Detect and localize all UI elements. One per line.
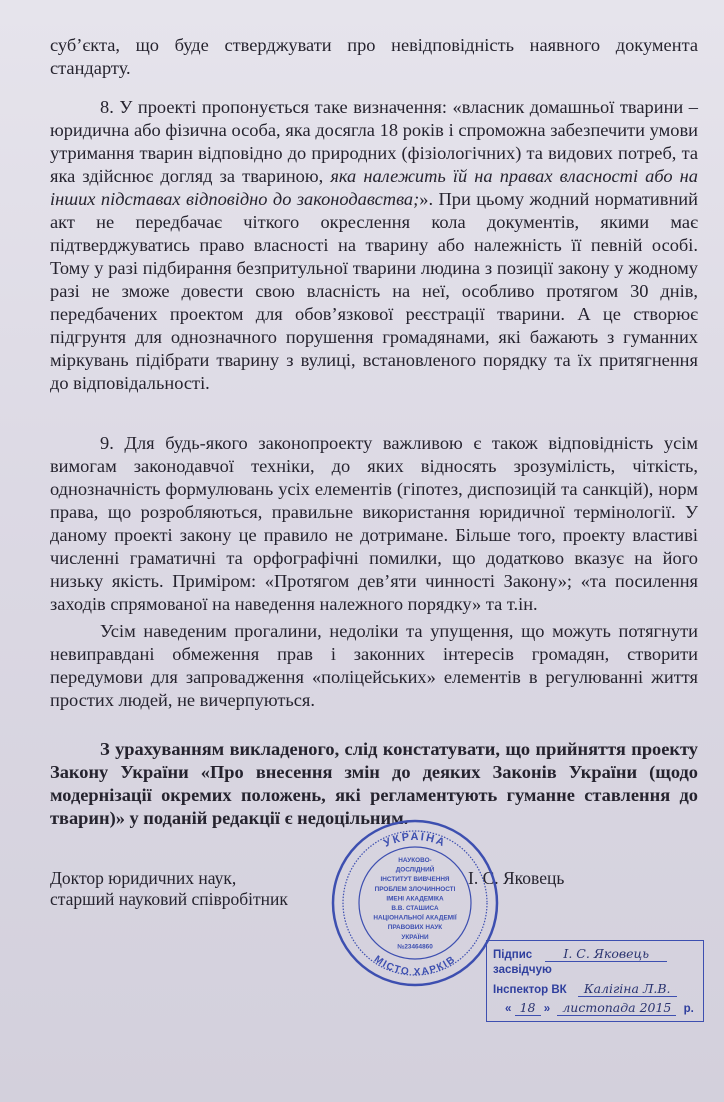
signatory-title (50, 868, 370, 910)
conclusion-paragraph: З урахуванням викладеного, слід констатувати, що прийняття проекту Закону України «Про внесення змін до деяких Законів України (щодо модернізації окремих положень, які регламентують гуманне ставлення до тварин)» у поданій редакції є недоцільним. (50, 739, 698, 828)
stamp-inspector-label: Інспектор ВК (493, 984, 567, 996)
gaps-paragraph: Усім наведеним прогалини, недоліки та упущення, що можуть потягнути невиправдані обмеження прав і законних інтересів громадян, створити передумови для запровадження «поліцейських» елементів в регулюванні життя простих людей, не вичерпуються. (50, 621, 698, 710)
seal-inner-line: УКРАЇНИ (401, 933, 429, 941)
seal-inner-line: ІМЕНІ АКАДЕМІКА (386, 895, 444, 903)
stamp-certify-label: засвідчую (493, 964, 552, 976)
stamp-quote-close: » (543, 1003, 551, 1015)
point-8-paragraph (50, 96, 698, 395)
seal-inner-line: ПРАВОВИХ НАУК (387, 924, 443, 932)
stamp-month-year: листопада 2015 (557, 1000, 676, 1016)
seal-middle-ring (343, 831, 487, 975)
seal-inner-line: НАУКОВО- (398, 857, 432, 864)
point-8-text-b: ». При цьому жодний нормативний акт не передбачає чіткого окреслення кола документів, якими має підтверджуватись право власності на тварину або належність її певній особі. Тому у разі підбирання безпритульної тварини людина з позиції закону у жодному разі не зможе довести свою власність на неї, особливо протягом 30 днів, передбачених проектом для обов’язкової реєстрації тварини. А це створює підгрунтя для однозначного порушення громадянами, які бажають з гуманних міркувань підібрати тварину з вулиці, встановленого порядку та їх притягнення до відповідальності. (50, 189, 698, 393)
seal-inner-line: ПРОБЛЕМ ЗЛОЧИННОСТІ (374, 885, 456, 893)
stamp-sign-label: Підпис (493, 949, 533, 961)
signatory-position: старший науковий співробітник (50, 889, 288, 909)
institute-seal (330, 818, 500, 988)
stamp-inspector-signature: Калігіна Л.В. (578, 981, 677, 997)
seal-top-text: УКРАЇНА (382, 830, 448, 850)
seal-bottom-text: МІСТО ХАРКІВ (371, 953, 459, 979)
stamp-day: 18 (515, 1000, 541, 1016)
seal-inner-line: ІНСТИТУТ ВИВЧЕННЯ (380, 876, 450, 884)
certification-stamp (486, 940, 704, 1022)
seal-inner-line: №23464860 (397, 943, 433, 951)
seal-inner-text (373, 857, 456, 950)
seal-inner-line: ДОСЛІДНИЙ (395, 866, 435, 874)
intro-fragment: суб’єкта, що буде стверджувати про невідповідність наявного документа стандарту. (50, 35, 698, 78)
signatory-name: І. С. Яковець (468, 868, 565, 888)
stamp-year-label: р. (683, 1003, 694, 1015)
seal-outer-ring (333, 821, 497, 985)
stamp-handwritten-signature: І. С. Яковець (545, 946, 667, 962)
seal-inner-line: В.В. СТАШИСА (391, 905, 439, 912)
point-9-paragraph: 9. Для будь-якого законопроекту важливою є також відповідність усім вимогам законодавчої техніки, до яких відносять зрозумілість, чіткість, однозначність формулювань усіх елементів (гіпотез, диспозицій та санкцій), норм права, що розробляються, правильне використання юридичної термінології. У даному проекті закону це правило не дотримане. Більше того, проекту властиві численні граматичні та орфографічні помилки, що додатково вказує на його низьку якість. Приміром: «Протягом дев’яти чинності Закону»; «та посилення заходів спрямованої на наведення належного порядку» та т.ін. (50, 433, 698, 614)
signatory-degree: Доктор юридичних наук, (50, 868, 237, 888)
point-8-text-a: 8. У проекті пропонується таке визначення: «власник домашньої тварини – юридична або фізична особа, яка досягла 18 років і спроможна забезпечити умови утримання тварин відповідно до природних (фізіологічних) та видових потреб, та яка здійснює догляд за твариною, (50, 97, 698, 186)
seal-inner-line: НАЦІОНАЛЬНОЇ АКАДЕМІЇ (373, 914, 457, 922)
stamp-quote-open: « (505, 1003, 512, 1015)
point-8-italic: яка належить їй на правах власності або на інших підставах відповідно до законодавства; (50, 166, 699, 209)
